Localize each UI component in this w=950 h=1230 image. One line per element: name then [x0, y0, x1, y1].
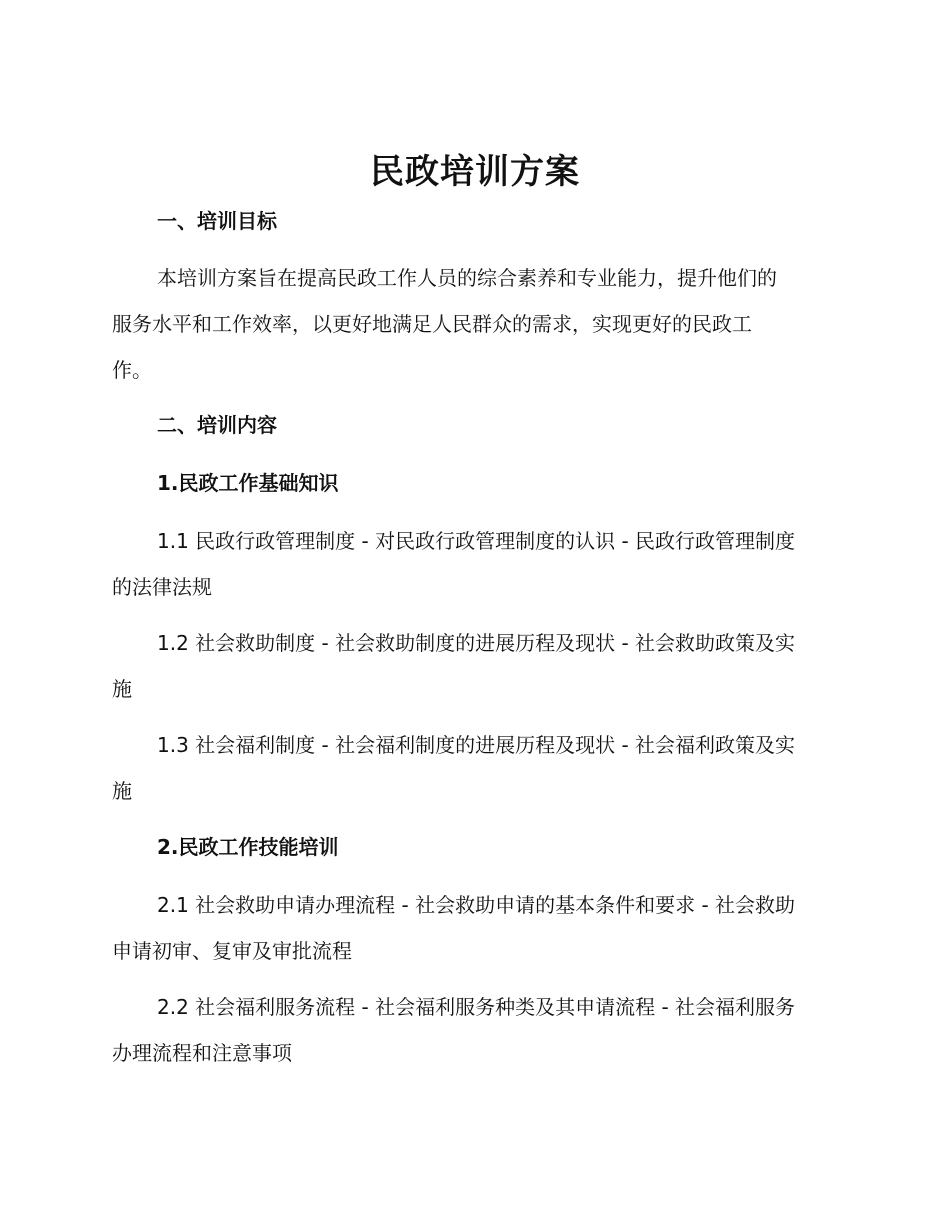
subsection-heading-basics: 1.民政工作基础知识: [157, 471, 339, 495]
item-1-2: [112, 620, 840, 712]
document-title: 民政培训方案: [370, 152, 580, 192]
item-2-2: [112, 984, 840, 1076]
goals-paragraph: [112, 255, 840, 393]
item-line: 办理流程和注意事项: [112, 1041, 292, 1065]
section-heading-goals: 一、培训目标: [157, 209, 277, 233]
item-2-1: [112, 882, 840, 974]
item-line: 1.1 民政行政管理制度 - 对民政行政管理制度的认识 - 民政行政管理制度: [157, 529, 796, 553]
item-line: 的法律法规: [112, 575, 212, 599]
section-heading-content: 二、培训内容: [157, 413, 277, 437]
item-1-1: [112, 518, 840, 610]
item-line: 申请初审、复审及审批流程: [112, 939, 352, 963]
item-1-3: [112, 722, 840, 814]
item-line: 2.2 社会福利服务流程 - 社会福利服务种类及其申请流程 - 社会福利服务: [157, 995, 796, 1019]
item-line: 2.1 社会救助申请办理流程 - 社会救助申请的基本条件和要求 - 社会救助: [157, 893, 796, 917]
subsection-heading-skills: 2.民政工作技能培训: [157, 835, 339, 859]
paragraph-line: 本培训方案旨在提高民政工作人员的综合素养和专业能力，提升他们的: [157, 266, 777, 290]
paragraph-line: 服务水平和工作效率，以更好地满足人民群众的需求，实现更好的民政工: [112, 312, 752, 336]
paragraph-line: 作。: [112, 358, 152, 382]
item-line: 施: [112, 677, 132, 701]
item-line: 1.3 社会福利制度 - 社会福利制度的进展历程及现状 - 社会福利政策及实: [157, 733, 796, 757]
item-line: 施: [112, 779, 132, 803]
item-line: 1.2 社会救助制度 - 社会救助制度的进展历程及现状 - 社会救助政策及实: [157, 631, 796, 655]
